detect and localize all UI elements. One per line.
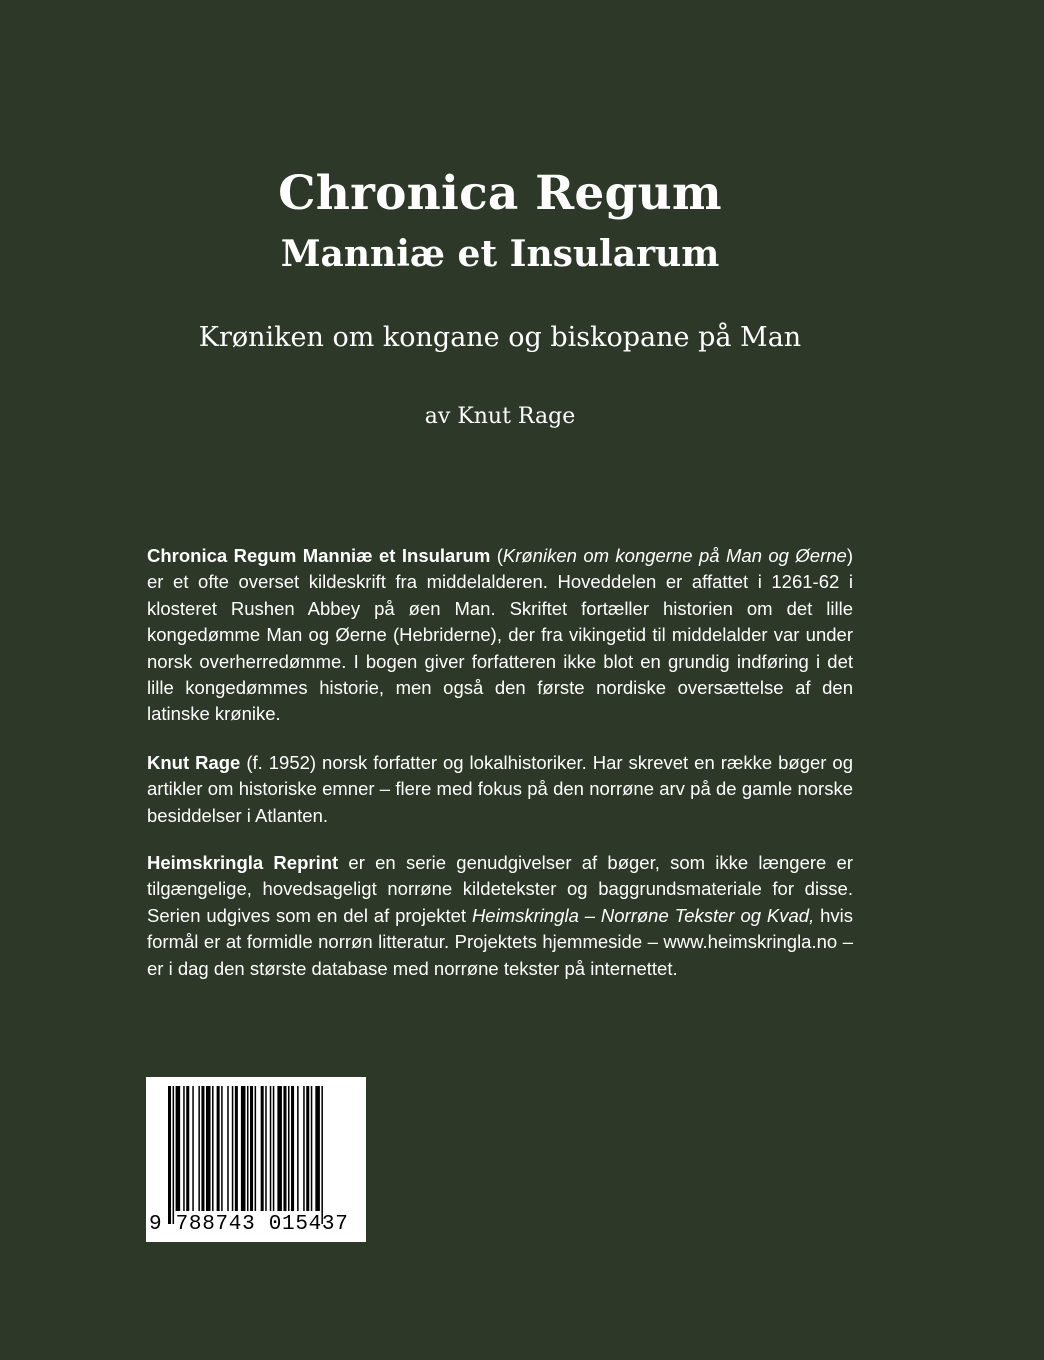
- barcode-bar: [250, 1086, 253, 1211]
- author-bio: (f. 1952) norsk forfatter og lokalhistoriker. Har skrevet en række bøger og artikler om historiske emner – flere med fokus på den norrøne arv på de gamle norske besiddelser i Atlanten.: [147, 752, 853, 826]
- barcode-bar: [183, 1086, 185, 1211]
- barcode-bar: [173, 1086, 175, 1224]
- barcode-bar: [247, 1086, 249, 1211]
- barcode-bar: [232, 1086, 234, 1211]
- barcode-bar: [273, 1086, 275, 1211]
- barcode-bar: [261, 1086, 264, 1211]
- book-subtitle: Krøniken om kongane og biskopane på Man: [198, 322, 802, 353]
- project-name: Heimskringla – Norrøne Tekster og Kvad,: [471, 904, 815, 926]
- barcode-bar: [241, 1086, 246, 1211]
- barcode-bar: [321, 1086, 323, 1224]
- book-title-line2: Manniæ et Insularum: [280, 233, 720, 275]
- author-line: av Knut Rage: [424, 404, 576, 429]
- barcode-bar: [227, 1086, 229, 1211]
- barcode-bar: [212, 1086, 214, 1211]
- isbn-number: 9 788743 015437: [149, 1213, 349, 1236]
- translated-title: Krøniken om kongerne på Man og Øerne: [502, 545, 847, 566]
- barcode-bar: [217, 1086, 220, 1211]
- author-name-bold: Knut Rage: [147, 752, 241, 773]
- barcode-bar: [176, 1086, 181, 1211]
- barcode-bar: [288, 1086, 290, 1211]
- barcode-bar: [303, 1086, 305, 1211]
- paren-open: (: [490, 545, 503, 566]
- series-text-a: er en serie genudgivelser af bøger, som ikke længere er tilgængelige, hovedsageligt norrøne kildetekster og baggrundsmateriale for disse. Serien udgives som en del af projektet: [147, 852, 854, 926]
- barcode-bar: [206, 1086, 211, 1211]
- barcode-bar: [255, 1086, 257, 1211]
- barcode-bar: [265, 1086, 267, 1211]
- series-name-bold: Heimskringla Reprint: [147, 852, 339, 873]
- isbn-barcode: [146, 1077, 366, 1242]
- blurb-text: ) er et ofte overset kildeskrift fra middelalderen. Hoveddelen er affattet i 1261-62 i klosteret Rushen Abbey på øen Man. Skriftet fortæller historien om det lille kongedømme Man og Øerne (Hebriderne), der fra vikingetid til middelalder var under norsk overherredømme. I bogen giver forfatteren ikke blot en grundig indføring i det lille kongedømmes historie, men også den første nordiske oversættelse af den latinske krønike.: [147, 545, 853, 725]
- barcode-bar: [297, 1086, 299, 1211]
- barcode-bar: [315, 1086, 320, 1211]
- barcode-bar: [306, 1086, 309, 1211]
- barcode-bar: [192, 1086, 194, 1211]
- barcode-bar: [186, 1086, 189, 1211]
- series-text-b: hvis formål er at formidle norrøn litteratur. Projektets hjemmeside – www.heimskringla.no – er i dag den største database med norrøne tekster på internettet.: [147, 904, 853, 979]
- blurb-paragraph-book: [147, 543, 853, 728]
- blurb-paragraph-series: [147, 850, 853, 982]
- barcode-bar: [311, 1086, 313, 1211]
- barcode-bar: [198, 1086, 200, 1211]
- barcode-bar: [221, 1086, 223, 1211]
- barcode-bar: [201, 1086, 204, 1211]
- barcode-bar: [168, 1086, 171, 1224]
- book-title: Chronica Regum: [278, 166, 722, 221]
- barcode-bar: [235, 1086, 238, 1211]
- barcode-bar: [277, 1086, 282, 1211]
- blurb-paragraph-author: [147, 750, 853, 829]
- book-name-bold: Chronica Regum Manniæ et Insularum: [147, 545, 491, 566]
- barcode-bar: [291, 1086, 294, 1211]
- barcode-bar: [270, 1086, 272, 1211]
- barcode-bar: [283, 1086, 286, 1211]
